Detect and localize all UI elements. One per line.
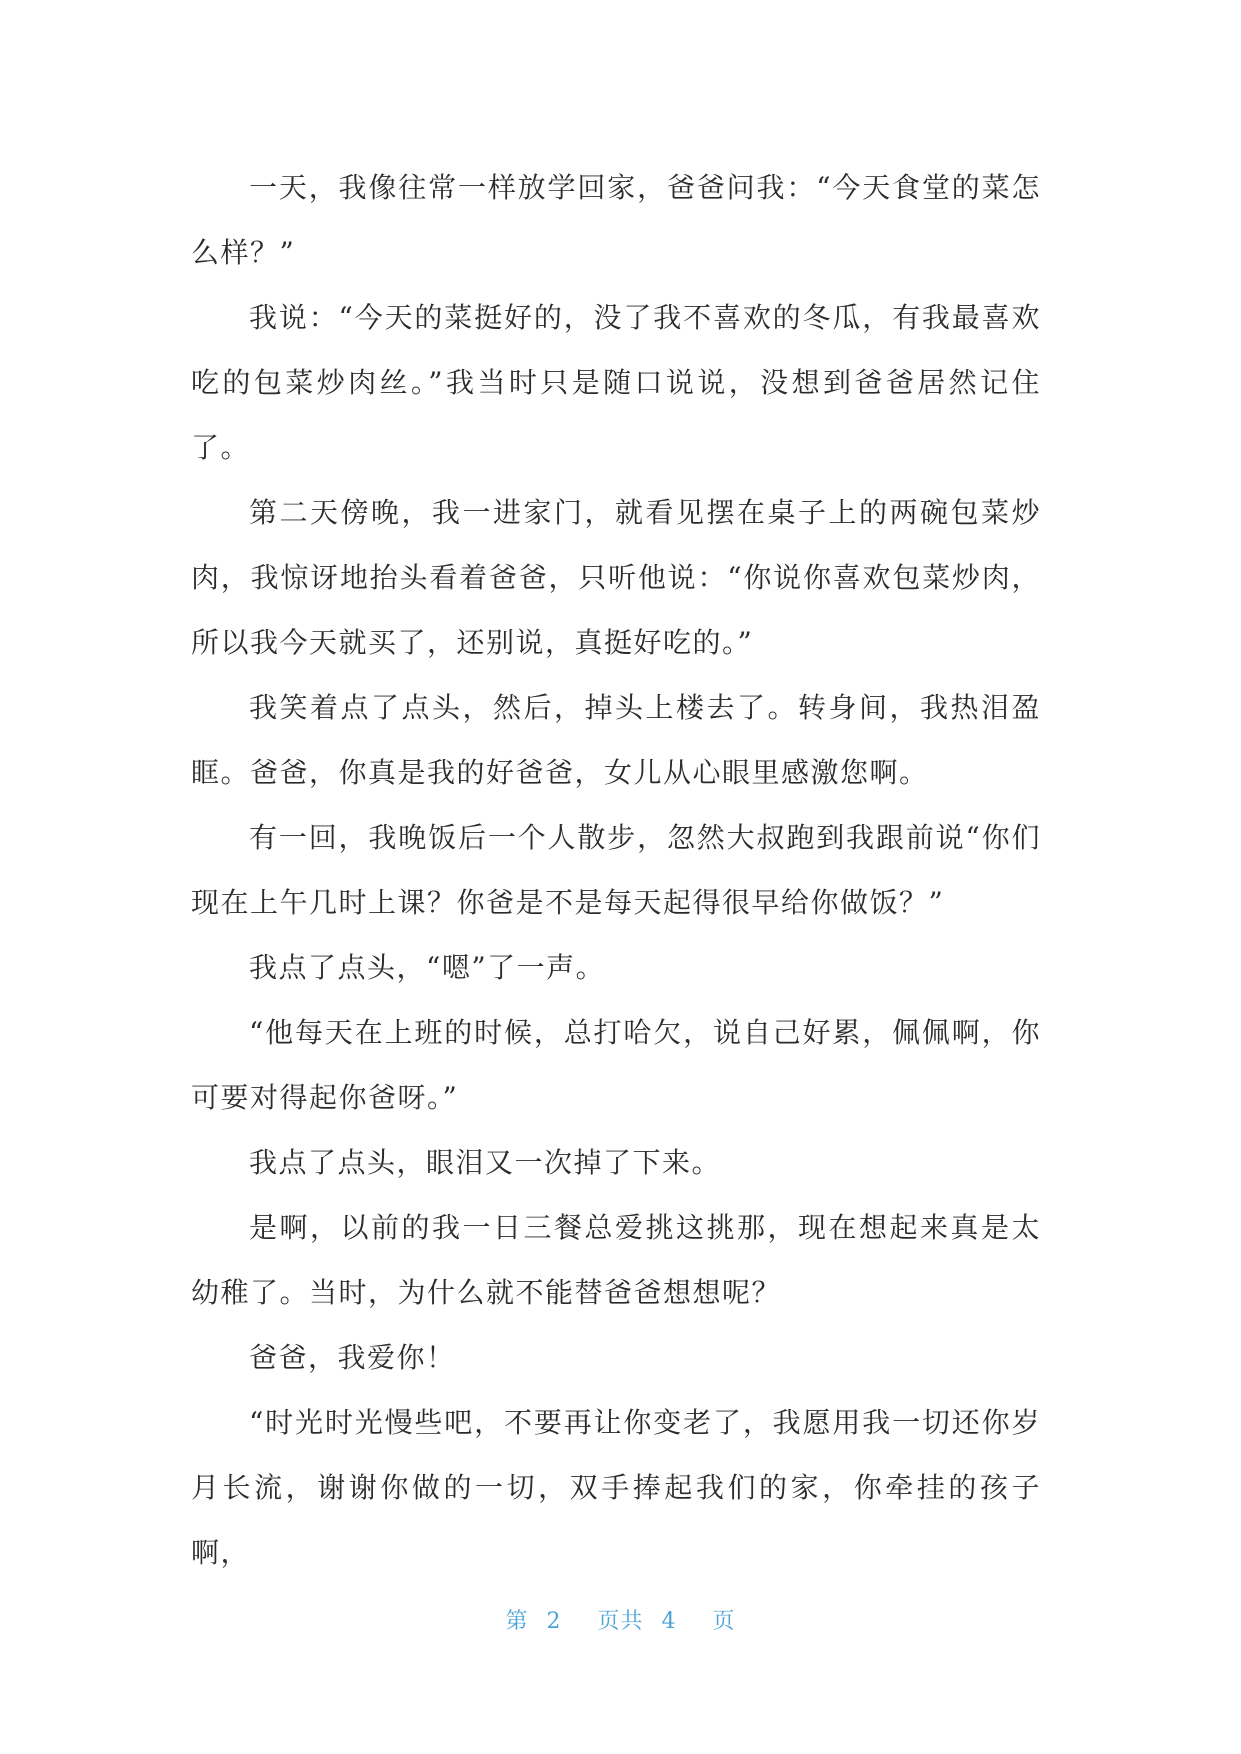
- paragraph: “时光时光慢些吧，不要再让你变老了，我愿用我一切还你岁月长流，谢谢你做的一切，双手捧起我们的家，你牵挂的孩子啊，: [191, 1406, 1041, 1569]
- paragraph: 我笑着点了点头，然后，掉头上楼去了。转身间，我热泪盈眶。爸爸，你真是我的好爸爸，女儿从心眼里感激您啊。: [191, 691, 1041, 789]
- footer-prefix: 第: [505, 1609, 529, 1634]
- paragraph: 第二天傍晚，我一进家门，就看见摆在桌子上的两碗包菜炒肉，我惊讶地抬头看着爸爸，只听他说：“你说你喜欢包菜炒肉，所以我今天就买了，还别说，真挺好吃的。”: [191, 496, 1041, 659]
- paragraph: 有一回，我晚饭后一个人散步，忽然大叔跑到我跟前说“你们现在上午几时上课？你爸是不是每天起得很早给你做饭？”: [191, 821, 1041, 919]
- paragraph: 我点了点头，眼泪又一次掉了下来。: [249, 1146, 722, 1179]
- paragraph: 爸爸，我爱你！: [249, 1341, 456, 1374]
- paragraph: 我说：“今天的菜挺好的，没了我不喜欢的冬瓜，有我最喜欢吃的包菜炒肉丝。”我当时只是随口说说，没想到爸爸居然记住了。: [191, 301, 1041, 464]
- body-text: [191, 155, 1041, 1585]
- footer-middle: 页共: [597, 1609, 644, 1634]
- footer-total-pages: 4: [661, 1609, 677, 1634]
- footer-page-number: 2: [546, 1609, 562, 1634]
- paragraph: 我点了点头，“嗯”了一声。: [249, 951, 606, 984]
- paragraph: 一天，我像往常一样放学回家，爸爸问我：“今天食堂的菜怎么样？”: [191, 171, 1041, 269]
- paragraph: “他每天在上班的时候，总打哈欠，说自己好累，佩佩啊，你可要对得起你爸呀。”: [191, 1016, 1041, 1114]
- paragraph: 是啊，以前的我一日三餐总爱挑这挑那，现在想起来真是太幼稚了。当时，为什么就不能替爸爸想想呢？: [191, 1211, 1041, 1309]
- page-footer: [0, 1604, 1241, 1635]
- footer-suffix: 页: [712, 1609, 736, 1634]
